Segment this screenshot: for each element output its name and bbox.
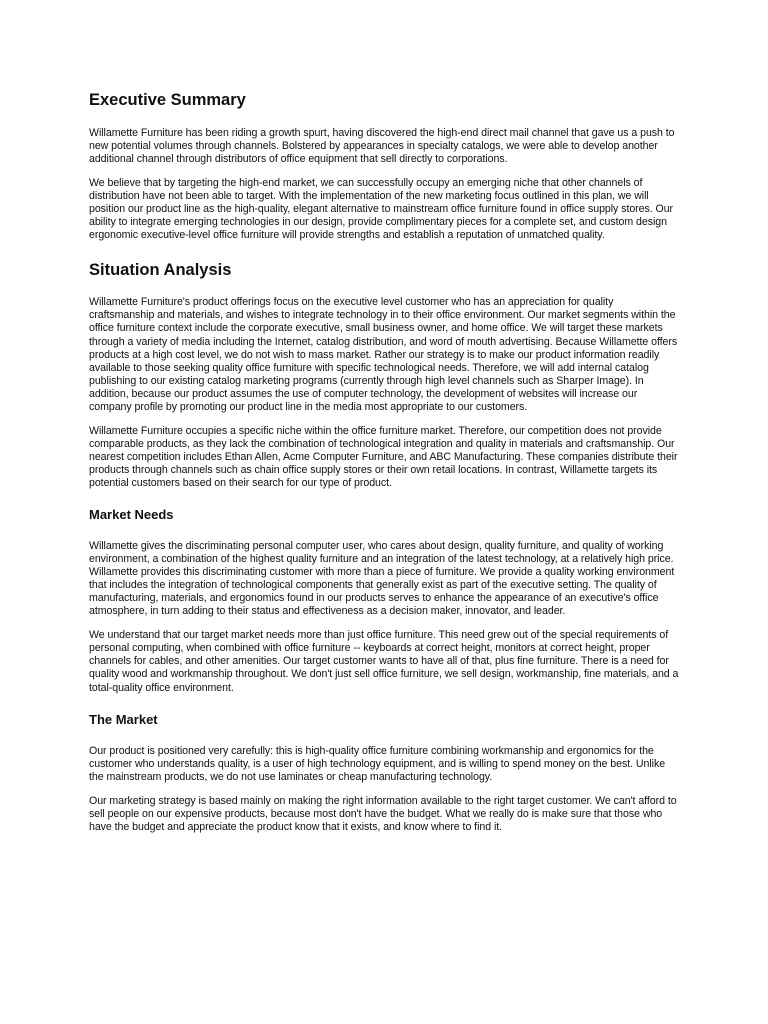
paragraph: Willamette Furniture has been riding a growth spurt, having discovered the high-end direct mail channel that gave us a push to new potential volumes through channels. Bolstered by appearances in specialty catalogs, we were able to develop another additional channel through distributors of office equipment that sell directly to corporations. [89, 127, 675, 166]
section-heading-executive-summary: Executive Summary [89, 91, 246, 109]
paragraph: Willamette gives the discriminating personal computer user, who cares about design, quality furniture, and quality of working environment, a combination of the highest quality furniture and an integration of the latest technology, at a relatively high price. Willamette provides this discriminating customer with more than a piece of furniture. We provide a quality working environment that includes the integration of technological components that generally exist as part of the executive setting. The quality of manufacturing, materials, and ergonomics found in our products serves to enhance the appearance of an executive's office atmosphere, in turn adding to their status and effectiveness as a decision maker, innovator, and leader. [89, 540, 675, 618]
document-body [89, 90, 681, 834]
paragraph: Willamette Furniture's product offerings focus on the executive level customer who has an appreciation for quality craftsmanship and materials, and wishes to integrate technology in to their office environment. Our market segments within the office furniture context include the corporate executive, small business owner, and home office. We will target these markets through a variety of media including the Internet, catalog distribution, and word of mouth advertising. Because Willamette offers products at a high cost level, we do not wish to mass market. Rather our strategy is to make our product information readily available to those seeking quality office furniture with specific technological needs. Therefore, we will add internal catalog publishing to our existing catalog marketing programs (currently through high level channels such as Sharper Image). In addition, because our product assumes the use of computer technology, the development of websites will increase our company profile by promoting our product line in the media most appropriate to our customers. [89, 296, 678, 413]
paragraph: Willamette Furniture occupies a specific niche within the office furniture market. Therefore, our competition does not provide comparable products, as they lack the combination of technological integration and quality in materials and craftsmanship. Our nearest competition includes Ethan Allen, Acme Computer Furniture, and ABC Manufacturing. These companies distribute their products through channels such as chain office supply stores or their own retail locations. In contrast, Willamette targets its potential customers based on their search for our type of product. [89, 424, 678, 489]
paragraph: We understand that our target market needs more than just office furniture. This need grew out of the special requirements of personal computing, when combined with office furniture -- keyboards at correct height, monitors at correct height, proper channels for cables, and other amenities. Our target customer wants to have all of that, plus fine furniture. There is a need for quality wood and workmanship throughout. We don't just sell office furniture, we sell design, workmanship, fine materials, and a total-quality office environment. [89, 629, 679, 694]
paragraph: Our marketing strategy is based mainly on making the right information available to the right target customer. We can't afford to sell people on our expensive products, because most don't have the budget. What we really do is make sure that those who have the budget and appreciate the product know that it exists, and know where to find it. [89, 794, 677, 833]
subsection-heading-the-market: The Market [89, 711, 158, 727]
subsection-heading-market-needs: Market Needs [89, 507, 174, 523]
paragraph: We believe that by targeting the high-end market, we can successfully occupy an emerging niche that other channels of distribution have not been able to target. With the implementation of the new marketing focus outlined in this plan, we will position our product line as the high-quality, elegant alternative to mainstream office furniture found in office supply stores. Our ability to integrate emerging technologies in our design, provide complimentary pieces for a complete set, and custom design ergonomic executive-level office furniture will provide strengths and establish a reputation of unmatched quality. [89, 177, 674, 242]
paragraph: Our product is positioned very carefully: this is high-quality office furniture combining workmanship and ergonomics for the customer who understands quality, is a user of high technology equipment, and is willing to spend money on the best. Unlike the mainstream products, we do not use laminates or cheap manufacturing technology. [89, 744, 666, 783]
section-heading-situation-analysis: Situation Analysis [89, 261, 232, 280]
